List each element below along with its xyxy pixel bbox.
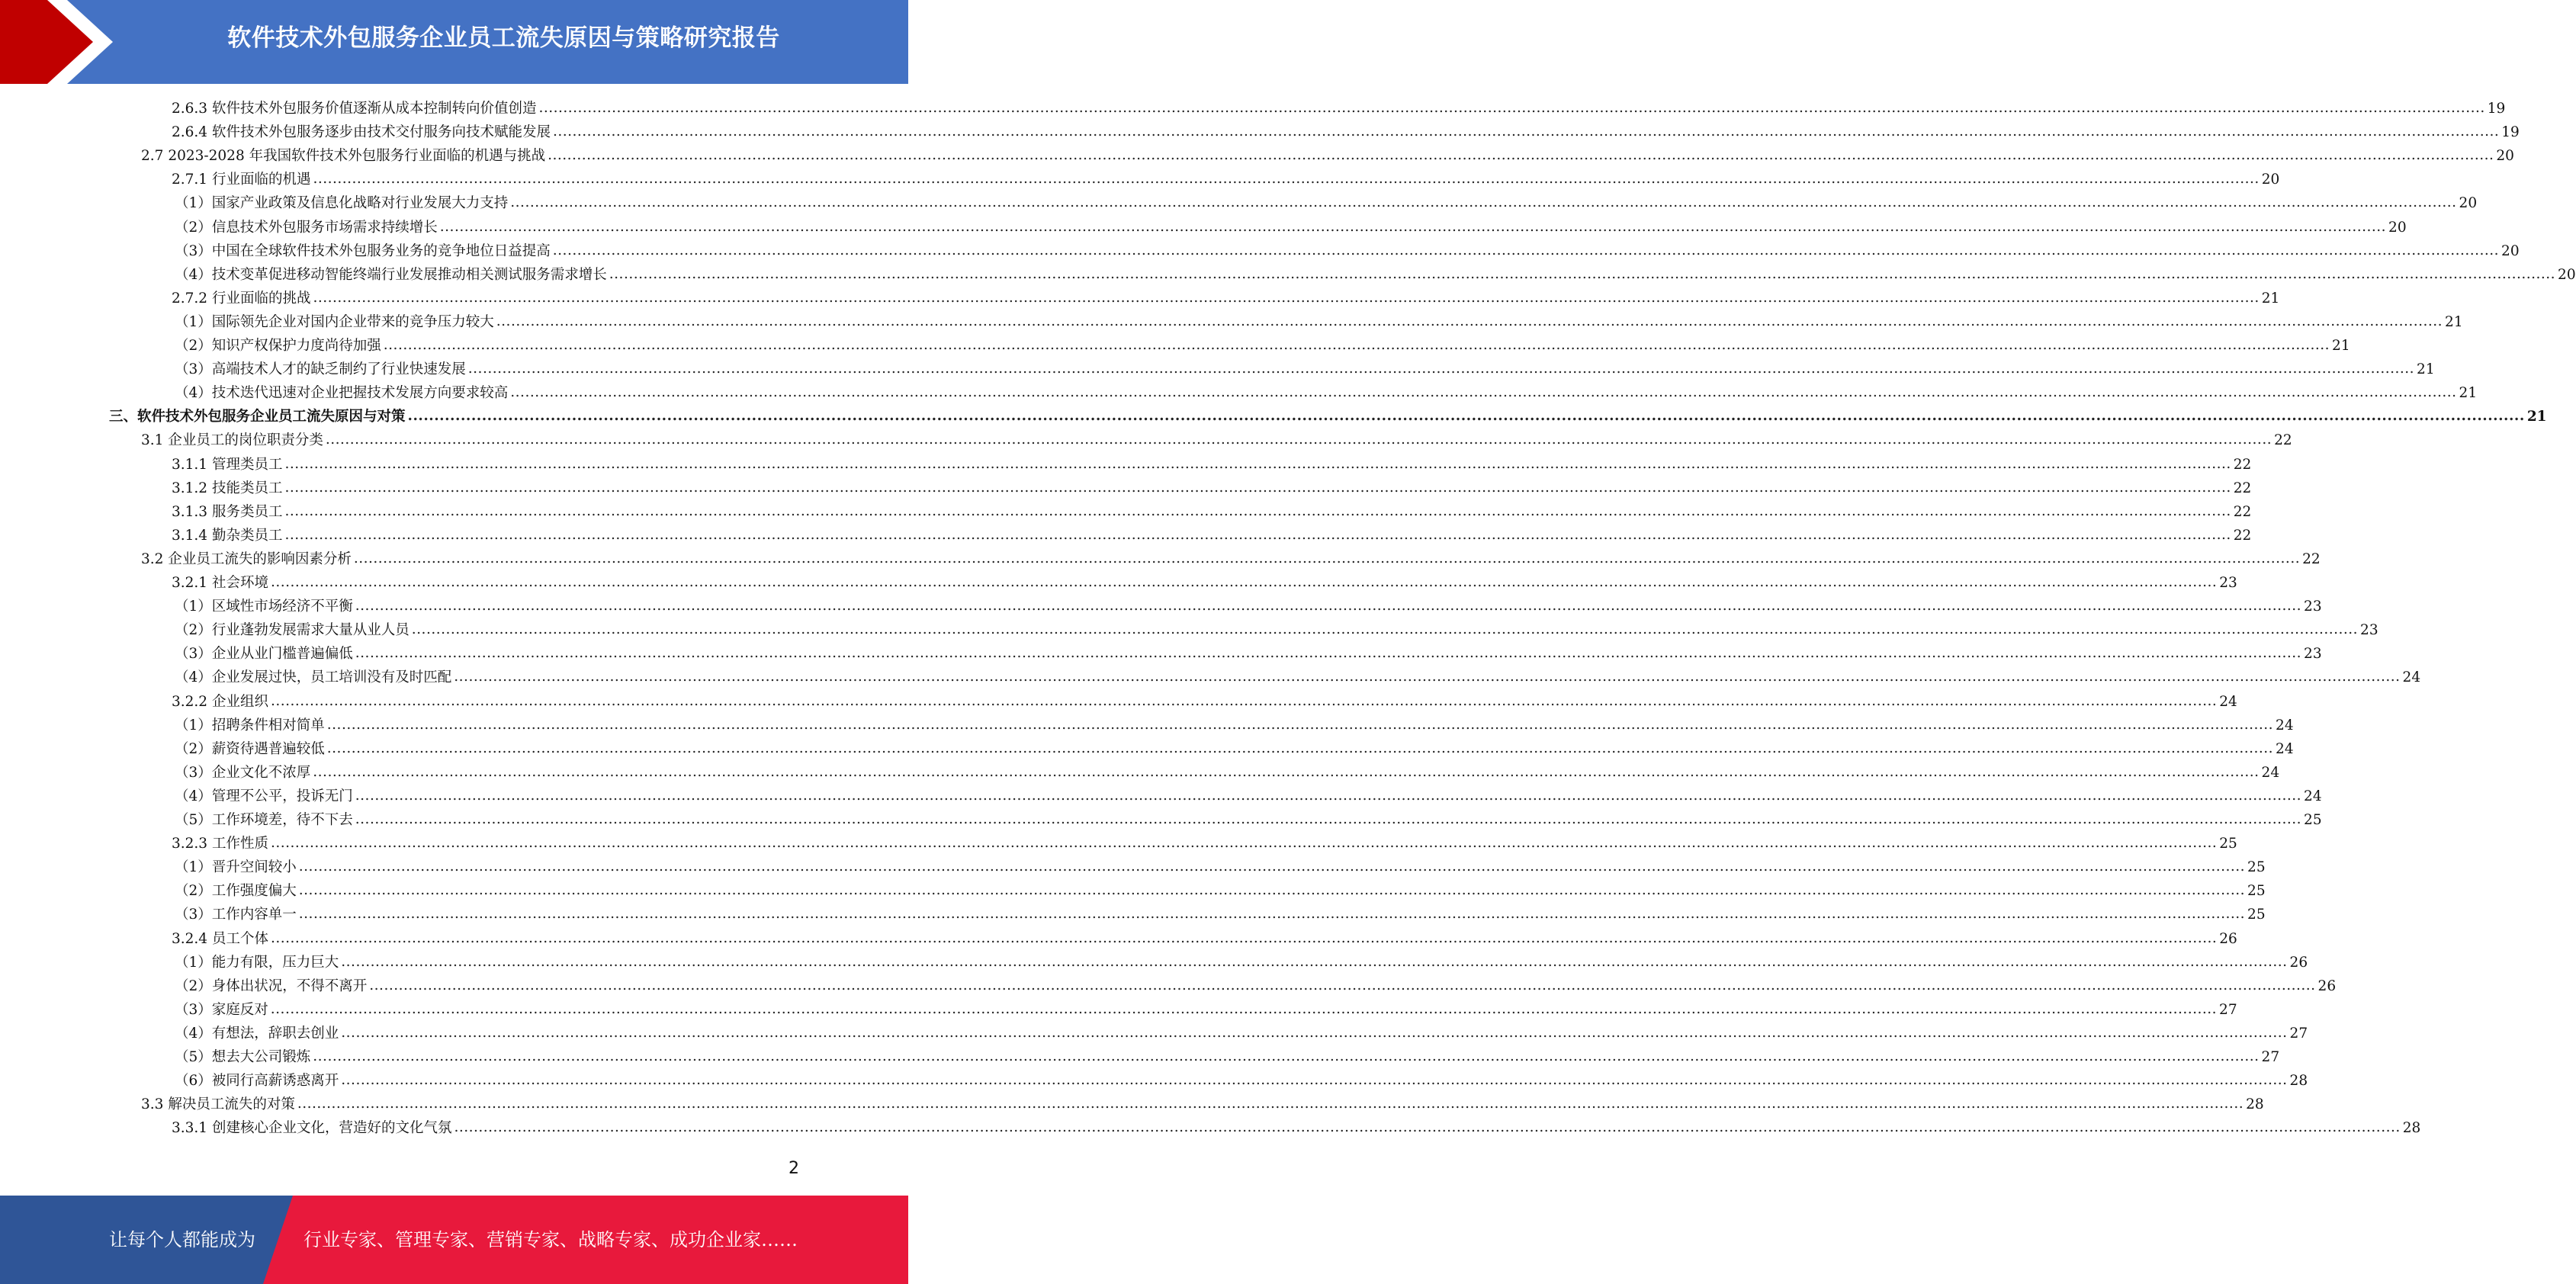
toc-entry[interactable] xyxy=(175,951,2308,974)
toc-entry[interactable] xyxy=(172,524,2252,547)
toc-entry-title: 企业员工流失的影响因素分析 xyxy=(168,551,352,567)
toc-entry-number: 3.2.2 xyxy=(172,693,212,710)
toc-entry[interactable] xyxy=(175,618,2378,642)
toc-dot-leader: ................................................................................................................................................................................................................................................................................................................................................................................................................ xyxy=(355,598,2302,615)
toc-entry-page: 23 xyxy=(2219,575,2237,591)
toc-dot-leader: ................................................................................................................................................................................................................................................................................................................................................................................................................ xyxy=(284,479,2231,496)
toc-entry[interactable] xyxy=(175,903,2266,926)
toc-entry-page: 27 xyxy=(2289,1025,2308,1042)
toc-entry-number: （6） xyxy=(175,1073,212,1090)
toc-dot-leader: ................................................................................................................................................................................................................................................................................................................................................................................................................ xyxy=(510,384,2457,401)
toc-entry-number: 2.7.1 xyxy=(172,172,212,188)
toc-entry-number: （1） xyxy=(175,717,212,733)
toc-entry-number: （4） xyxy=(175,1025,212,1042)
toc-entry-page: 25 xyxy=(2247,883,2266,900)
toc-dot-leader: ................................................................................................................................................................................................................................................................................................................................................................................................................ xyxy=(510,194,2457,211)
toc-entry-number: 2.7.2 xyxy=(172,290,212,307)
toc-entry-number: 3.2.1 xyxy=(172,575,212,591)
toc-dot-leader: ................................................................................................................................................................................................................................................................................................................................................................................................................ xyxy=(355,645,2302,662)
toc-entry-page: 24 xyxy=(2276,717,2294,733)
toc-entry-title: 工作环境差，待不下去 xyxy=(211,812,353,828)
toc-entry-number: （2） xyxy=(175,740,212,757)
toc-entry-title: 企业文化不浓厚 xyxy=(211,764,311,781)
toc-entry-number: 3.1.1 xyxy=(172,456,212,473)
toc-dot-leader: ................................................................................................................................................................................................................................................................................................................................................................................................................ xyxy=(341,1024,2288,1041)
toc-dot-leader: ................................................................................................................................................................................................................................................................................................................................................................................................................ xyxy=(313,1048,2260,1064)
toc-entry-title: 软件技术外包服务价值逐渐从成本控制转向价值创造 xyxy=(211,101,537,117)
toc-entry-number: （3） xyxy=(175,764,212,781)
toc-entry-title: 想去大公司锻炼 xyxy=(211,1049,311,1065)
toc-entry-page: 21 xyxy=(2459,385,2478,402)
toc-entry[interactable] xyxy=(172,97,2506,120)
toc-entry-title: 勤杂类员工 xyxy=(211,527,283,544)
toc-entry-page: 20 xyxy=(2388,219,2407,236)
toc-entry[interactable] xyxy=(172,571,2237,595)
toc-entry[interactable] xyxy=(175,855,2266,879)
toc-dot-leader: ................................................................................................................................................................................................................................................................................................................................................................................................................ xyxy=(411,621,2359,638)
toc-entry-number: 3.2.3 xyxy=(172,836,212,852)
toc-dot-leader: ................................................................................................................................................................................................................................................................................................................................................................................................................ xyxy=(341,1072,2288,1089)
toc-dot-leader: ................................................................................................................................................................................................................................................................................................................................................................................................................ xyxy=(369,977,2316,993)
toc-dot-leader: ................................................................................................................................................................................................................................................................................................................................................................................................................ xyxy=(298,859,2246,875)
toc-entry-title: 解决员工流失的对策 xyxy=(168,1096,295,1113)
toc-entry[interactable] xyxy=(175,334,2350,358)
toc-entry-page: 19 xyxy=(2487,101,2506,117)
toc-dot-leader: ................................................................................................................................................................................................................................................................................................................................................................................................................ xyxy=(284,455,2231,472)
toc-entry[interactable] xyxy=(175,358,2435,381)
page-number: 2 xyxy=(789,1159,799,1178)
page-header xyxy=(0,0,908,84)
toc-dot-leader: ................................................................................................................................................................................................................................................................................................................................................................................................................ xyxy=(270,929,2218,946)
toc-entry-page: 21 xyxy=(2417,361,2435,378)
toc-entry-page: 24 xyxy=(2276,740,2294,757)
toc-entry-title: 管理不公平，投诉无门 xyxy=(211,788,353,804)
toc-entry-number: （2） xyxy=(175,977,212,994)
toc-entry-title: 管理类员工 xyxy=(211,456,283,473)
toc-entry[interactable] xyxy=(175,1069,2308,1093)
toc-entry-page: 21 xyxy=(2445,313,2463,330)
toc-entry-number: （5） xyxy=(175,1049,212,1065)
toc-entry-title: 企业从业门槛普遍偏低 xyxy=(211,646,353,663)
toc-entry-title: 工作强度偏大 xyxy=(211,883,297,900)
toc-dot-leader: ................................................................................................................................................................................................................................................................................................................................................................................................................ xyxy=(439,218,2387,235)
toc-entry-number: （1） xyxy=(175,313,212,330)
toc-entry-page: 22 xyxy=(2233,480,2252,496)
toc-dot-leader: ................................................................................................................................................................................................................................................................................................................................................................................................................ xyxy=(552,242,2500,258)
toc-dot-leader: ................................................................................................................................................................................................................................................................................................................................................................................................................ xyxy=(270,835,2218,852)
toc-entry[interactable] xyxy=(175,974,2337,998)
toc-entry-number: （2） xyxy=(175,338,212,354)
toc-entry-number: 3.2 xyxy=(141,551,169,567)
toc-entry[interactable] xyxy=(172,927,2237,951)
toc-entry-number: （3） xyxy=(175,907,212,923)
toc-entry-page: 22 xyxy=(2233,456,2252,473)
toc-entry-page: 20 xyxy=(2496,148,2514,165)
toc-entry[interactable] xyxy=(175,785,2322,808)
toc-dot-leader: ................................................................................................................................................................................................................................................................................................................................................................................................................ xyxy=(270,692,2218,709)
toc-dot-leader: ................................................................................................................................................................................................................................................................................................................................................................................................................ xyxy=(298,882,2246,899)
toc-entry[interactable] xyxy=(175,714,2294,737)
toc-entry-number: 2.6.4 xyxy=(172,124,212,141)
toc-entry[interactable] xyxy=(141,429,2292,452)
toc-entry-title: 被同行高薪诱惑离开 xyxy=(211,1073,339,1090)
toc-entry-title: 软件技术外包服务逐步由技术交付服务向技术赋能发展 xyxy=(211,124,551,141)
toc-entry-page: 21 xyxy=(2526,409,2547,425)
toc-entry-number: 3.1.4 xyxy=(172,527,212,544)
toc-entry-page: 27 xyxy=(2261,1049,2280,1065)
toc-entry-number: （1） xyxy=(175,954,212,971)
toc-entry-page: 24 xyxy=(2261,764,2280,781)
toc-entry-page: 24 xyxy=(2219,693,2237,710)
toc-entry[interactable] xyxy=(172,1116,2421,1140)
toc-entry-page: 24 xyxy=(2304,788,2322,804)
toc-entry[interactable] xyxy=(172,120,2520,144)
toc-entry[interactable] xyxy=(175,191,2478,215)
toc-entry[interactable] xyxy=(175,263,2576,287)
toc-entry-number: （4） xyxy=(175,669,212,686)
toc-entry[interactable] xyxy=(172,287,2280,310)
toc-dot-leader: ................................................................................................................................................................................................................................................................................................................................................................................................................ xyxy=(609,265,2556,282)
toc-entry-title: 创建核心企业文化，营造好的文化气氛 xyxy=(211,1120,452,1137)
toc-entry-title: 工作性质 xyxy=(211,836,268,852)
toc-entry[interactable] xyxy=(141,547,2321,571)
toc-dot-leader: ................................................................................................................................................................................................................................................................................................................................................................................................................ xyxy=(496,313,2443,329)
header-arrow-decoration xyxy=(0,0,122,84)
toc-entry-page: 22 xyxy=(2233,527,2252,544)
toc-dot-leader: ................................................................................................................................................................................................................................................................................................................................................................................................................ xyxy=(355,811,2302,827)
toc-entry[interactable] xyxy=(175,1045,2280,1069)
toc-entry-title: 区域性市场经济不平衡 xyxy=(211,599,353,615)
toc-entry[interactable] xyxy=(175,239,2520,263)
toc-entry-title: 能力有限，压力巨大 xyxy=(211,954,339,971)
toc-entry-page: 21 xyxy=(2332,338,2350,354)
toc-dot-leader: ................................................................................................................................................................................................................................................................................................................................................................................................................ xyxy=(297,1096,2244,1112)
toc-entry-title: 员工个体 xyxy=(211,930,268,947)
toc-entry-title: 薪资待遇普遍较低 xyxy=(211,740,325,757)
toc-entry[interactable] xyxy=(175,998,2237,1022)
toc-dot-leader: ................................................................................................................................................................................................................................................................................................................................................................................................................ xyxy=(326,716,2274,733)
toc-entry-number: 2.7 xyxy=(141,148,169,165)
toc-entry-title: 招聘条件相对简单 xyxy=(211,717,325,733)
toc-entry-page: 24 xyxy=(2402,669,2421,686)
toc-entry-page: 20 xyxy=(2558,266,2576,283)
toc-entry-number: 3.2.4 xyxy=(172,930,212,947)
toc-entry-title: 有想法，辞职去创业 xyxy=(211,1025,339,1042)
toc-entry-page: 23 xyxy=(2304,646,2322,663)
toc-entry-title: 社会环境 xyxy=(211,575,268,591)
toc-entry-page: 25 xyxy=(2219,836,2237,852)
toc-entry-number: 3.1.2 xyxy=(172,480,212,496)
toc-entry-number: 3.1 xyxy=(141,432,169,449)
toc-entry-page: 20 xyxy=(2501,242,2520,259)
toc-dot-leader: ................................................................................................................................................................................................................................................................................................................................................................................................................ xyxy=(325,432,2272,448)
footer-slogan-right: 行业专家、管理专家、营销专家、战略专家、成功企业家…… xyxy=(304,1229,798,1250)
toc-entry-number: 三、 xyxy=(109,409,138,425)
toc-entry-number: （1） xyxy=(175,859,212,876)
toc-entry-number: （2） xyxy=(175,622,212,639)
toc-entry-page: 25 xyxy=(2247,907,2266,923)
toc-entry[interactable] xyxy=(175,595,2322,618)
toc-dot-leader: ................................................................................................................................................................................................................................................................................................................................................................................................................ xyxy=(284,502,2231,519)
toc-entry-title: 技术变革促进移动智能终端行业发展推动相关测试服务需求增长 xyxy=(211,266,607,283)
toc-entry-number: （4） xyxy=(175,788,212,804)
toc-entry-page: 28 xyxy=(2246,1096,2264,1113)
toc-entry-title: 企业员工的岗位职责分类 xyxy=(168,432,323,449)
toc-entry-number: （4） xyxy=(175,266,212,283)
toc-entry-title: 软件技术外包服务企业员工流失原因与对策 xyxy=(137,409,406,425)
toc-entry-title: 信息技术外包服务市场需求持续增长 xyxy=(211,219,438,236)
toc-entry-page: 23 xyxy=(2360,622,2378,639)
toc-entry[interactable] xyxy=(172,500,2252,524)
toc-entry[interactable] xyxy=(172,453,2252,477)
toc-entry-page: 26 xyxy=(2219,930,2237,947)
toc-entry-page: 20 xyxy=(2261,172,2280,188)
toc-entry-number: （3） xyxy=(175,361,212,378)
toc-dot-leader: ................................................................................................................................................................................................................................................................................................................................................................................................................ xyxy=(313,171,2260,188)
toc-dot-leader: ................................................................................................................................................................................................................................................................................................................................................................................................................ xyxy=(270,1000,2218,1017)
toc-dot-leader: ................................................................................................................................................................................................................................................................................................................................................................................................................ xyxy=(467,361,2415,377)
toc-entry-page: 28 xyxy=(2289,1073,2308,1090)
toc-entry-number: （2） xyxy=(175,219,212,236)
toc-dot-leader: ................................................................................................................................................................................................................................................................................................................................................................................................................ xyxy=(353,550,2301,567)
toc-entry-title: 技术迭代迅速对企业把握技术发展方向要求较高 xyxy=(211,385,509,402)
toc-dot-leader: ................................................................................................................................................................................................................................................................................................................................................................................................................ xyxy=(341,953,2288,970)
toc-entry[interactable] xyxy=(172,168,2280,191)
toc-entry-number: 3.3 xyxy=(141,1096,169,1113)
toc-dot-leader: ................................................................................................................................................................................................................................................................................................................................................................................................................ xyxy=(454,1119,2401,1136)
toc-entry-page: 26 xyxy=(2289,954,2308,971)
toc-entry-page: 27 xyxy=(2219,1001,2237,1018)
toc-dot-leader: ................................................................................................................................................................................................................................................................................................................................................................................................................ xyxy=(326,740,2274,756)
toc-dot-leader: ................................................................................................................................................................................................................................................................................................................................................................................................................ xyxy=(407,408,2525,425)
toc-entry-title: 2023-2028 年我国软件技术外包服务行业面临的机遇与挑战 xyxy=(168,148,546,165)
toc-entry-title: 高端技术人才的缺乏制约了行业快速发展 xyxy=(211,361,466,378)
toc-dot-leader: ................................................................................................................................................................................................................................................................................................................................................................................................................ xyxy=(548,147,2494,164)
toc-entry[interactable] xyxy=(141,1093,2264,1116)
toc-entry-page: 25 xyxy=(2247,859,2266,876)
toc-entry[interactable] xyxy=(175,761,2280,785)
toc-entry[interactable] xyxy=(175,642,2322,666)
toc-entry-title: 身体出状况，不得不离开 xyxy=(211,977,368,994)
toc-dot-leader: ................................................................................................................................................................................................................................................................................................................................................................................................................ xyxy=(313,763,2260,780)
toc-entry-number: （2） xyxy=(175,883,212,900)
toc-dot-leader: ................................................................................................................................................................................................................................................................................................................................................................................................................ xyxy=(538,100,2485,116)
toc-entry[interactable] xyxy=(175,381,2478,405)
toc-entry[interactable] xyxy=(172,477,2252,500)
toc-dot-leader: ................................................................................................................................................................................................................................................................................................................................................................................................................ xyxy=(284,526,2231,543)
toc-dot-leader: ................................................................................................................................................................................................................................................................................................................................................................................................................ xyxy=(355,787,2302,804)
toc-entry[interactable] xyxy=(175,1022,2308,1045)
toc-entry-title: 国家产业政策及信息化战略对行业发展大力支持 xyxy=(211,195,509,212)
toc-entry[interactable] xyxy=(141,144,2514,168)
toc-entry-number: （3） xyxy=(175,242,212,259)
toc-entry[interactable] xyxy=(172,832,2237,855)
toc-entry[interactable] xyxy=(175,666,2421,689)
toc-entry-number: 3.3.1 xyxy=(172,1120,212,1137)
toc-entry-number: （3） xyxy=(175,646,212,663)
toc-entry-title: 企业组织 xyxy=(211,693,268,710)
toc-entry-title: 工作内容单一 xyxy=(211,907,297,923)
toc-entry-page: 26 xyxy=(2317,977,2337,994)
toc-entry-page: 22 xyxy=(2274,432,2292,449)
toc-entry-title: 行业面临的机遇 xyxy=(211,172,311,188)
toc-entry-title: 中国在全球软件技术外包服务业务的竞争地位日益提高 xyxy=(211,242,551,259)
toc-entry[interactable] xyxy=(172,690,2237,714)
document-title: 软件技术外包服务企业员工流失原因与策略研究报告 xyxy=(227,24,780,52)
toc-entry[interactable] xyxy=(175,216,2407,239)
toc-entry[interactable] xyxy=(175,808,2322,832)
toc-entry-number: （5） xyxy=(175,812,212,828)
toc-entry[interactable] xyxy=(175,879,2266,903)
toc-dot-leader: ................................................................................................................................................................................................................................................................................................................................................................................................................ xyxy=(383,337,2330,353)
toc-entry-title: 服务类员工 xyxy=(211,503,283,520)
toc-entry-number: （3） xyxy=(175,1001,212,1018)
toc-dot-leader: ................................................................................................................................................................................................................................................................................................................................................................................................................ xyxy=(270,574,2218,590)
toc-dot-leader: ................................................................................................................................................................................................................................................................................................................................................................................................................ xyxy=(454,669,2401,685)
toc-entry-title: 行业面临的挑战 xyxy=(211,290,311,307)
toc-entry-title: 国际领先企业对国内企业带来的竞争压力较大 xyxy=(211,313,494,330)
footer-slogan-left: 让每个人都能成为 xyxy=(109,1229,255,1250)
toc-entry-page: 20 xyxy=(2459,195,2478,212)
toc-entry[interactable] xyxy=(175,310,2463,334)
toc-entry[interactable] xyxy=(175,737,2294,761)
toc-entry-page: 28 xyxy=(2402,1120,2421,1137)
toc-entry-number: （1） xyxy=(175,195,212,212)
toc-entry-page: 23 xyxy=(2304,599,2322,615)
toc-dot-leader: ................................................................................................................................................................................................................................................................................................................................................................................................................ xyxy=(552,124,2500,140)
toc-dot-leader: ................................................................................................................................................................................................................................................................................................................................................................................................................ xyxy=(313,289,2260,306)
toc-entry-page: 22 xyxy=(2302,551,2321,567)
toc-entry-page: 25 xyxy=(2304,812,2322,828)
page-footer xyxy=(0,1196,908,1284)
toc-entry-page: 22 xyxy=(2233,503,2252,520)
toc-entry-title: 家庭反对 xyxy=(211,1001,268,1018)
toc-entry[interactable] xyxy=(109,405,2547,429)
toc-entry-number: 3.1.3 xyxy=(172,503,212,520)
toc-entry-title: 行业蓬勃发展需求大量从业人员 xyxy=(211,622,410,639)
toc-entry-number: （4） xyxy=(175,385,212,402)
toc-entry-title: 技能类员工 xyxy=(211,480,283,496)
toc-entry-page: 19 xyxy=(2501,124,2520,141)
toc-entry-title: 知识产权保护力度尚待加强 xyxy=(211,338,381,354)
toc-entry-number: 2.6.3 xyxy=(172,101,212,117)
toc-entry-page: 21 xyxy=(2261,290,2280,307)
toc-dot-leader: ................................................................................................................................................................................................................................................................................................................................................................................................................ xyxy=(298,906,2246,923)
toc-entry-title: 晋升空间较小 xyxy=(211,859,297,876)
toc-entry-title: 企业发展过快，员工培训没有及时匹配 xyxy=(211,669,452,686)
toc-entry-number: （1） xyxy=(175,599,212,615)
